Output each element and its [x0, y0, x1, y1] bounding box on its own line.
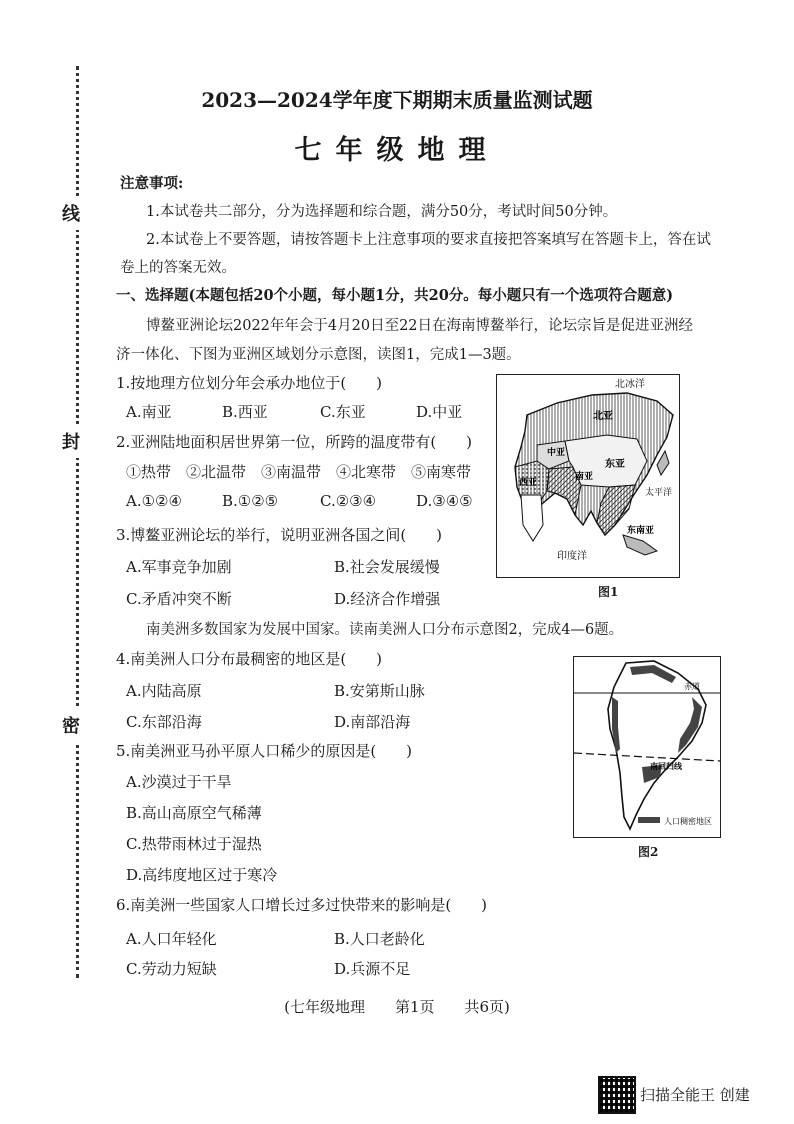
qr-code-icon	[598, 1076, 636, 1114]
note-2a: 2.本试卷上不要答题，请按答题卡上注意事项的要求直接把答案填写在答题卡上，答在试	[146, 232, 711, 248]
label-west-asia: 西亚	[519, 478, 538, 488]
exam-title: 2023—2024学年度下期期末质量监测试题	[201, 88, 593, 112]
label-tropic: 南回归线	[650, 762, 682, 771]
intro-1b: 济一体化、下图为亚洲区域划分示意图，读图1，完成1—3题。	[116, 347, 521, 363]
label-north-asia: 北亚	[593, 411, 613, 422]
q1-option-c: C.东亚	[320, 403, 366, 421]
note-2b: 卷上的答案无效。	[120, 260, 236, 276]
q1-option-b: B.西亚	[222, 403, 268, 421]
notes-title: 注意事项:	[120, 175, 184, 192]
q4-option-d: D.南部沿海	[334, 713, 411, 731]
label-east-asia: 东亚	[605, 459, 625, 470]
figure-1-asia-map	[496, 374, 680, 578]
legend-swatch	[638, 817, 660, 823]
binding-char-secret: 密	[62, 708, 80, 742]
q6-option-a: A.人口年轻化	[126, 930, 217, 948]
q2-option-b: B.①②⑤	[222, 492, 279, 510]
q2-option-a: A.①②④	[126, 492, 182, 510]
arabian-peninsula	[521, 495, 543, 541]
q1-option-a: A.南亚	[126, 403, 172, 421]
page-footer: (七年级地理 第1页 共6页)	[284, 998, 510, 1016]
intro-2: 南美洲多数国家为发展中国家。读南美洲人口分布示意图2，完成4—6题。	[146, 622, 624, 638]
q2-option-d: D.③④⑤	[416, 492, 473, 510]
question-1: 1.按地理方位划分年会承办地位于( )	[116, 374, 383, 392]
q2-items: ①热带 ②北温带 ③南温带 ④北寒带 ⑤南寒带	[126, 463, 472, 481]
q4-option-b: B.安第斯山脉	[334, 682, 425, 700]
asia-map-drawing	[497, 375, 679, 577]
q4-option-c: C.东部沿海	[126, 713, 202, 731]
subject-title: 七年级地理	[294, 135, 500, 166]
binding-char-line: 线	[62, 196, 80, 230]
q3-option-a: A.军事竞争加剧	[126, 558, 232, 576]
figure-1-caption: 图1	[598, 585, 619, 599]
binding-char-seal: 封	[62, 424, 80, 458]
q3-option-b: B.社会发展缓慢	[334, 558, 440, 576]
q3-option-c: C.矛盾冲突不断	[126, 590, 232, 608]
south-america-map-drawing	[574, 657, 720, 837]
q6-option-c: C.劳动力短缺	[126, 960, 217, 978]
q5-option-c: C.热带雨林过于湿热	[126, 835, 262, 853]
section-heading: 一、选择题(本题包括20个小题，每小题1分，共20分。每小题只有一个选项符合题意)	[116, 287, 674, 304]
q6-option-b: B.人口老龄化	[334, 930, 425, 948]
q4-option-a: A.内陆高原	[126, 682, 202, 700]
label-equator: 赤道	[684, 682, 700, 691]
label-pacific: 太平洋	[645, 488, 673, 498]
note-1: 1.本试卷共二部分，分为选择题和综合题，满分50分，考试时间50分钟。	[146, 204, 618, 220]
q5-option-b: B.高山高原空气稀薄	[126, 804, 262, 822]
question-6: 6.南美洲一些国家人口增长过多过快带来的影响是( )	[116, 896, 488, 914]
label-southeast-asia: 东南亚	[627, 526, 655, 536]
question-2: 2.亚洲陆地面积居世界第一位，所跨的温度带有( )	[116, 433, 473, 451]
q1-option-d: D.中亚	[416, 403, 463, 421]
q6-option-d: D.兵源不足	[334, 960, 411, 978]
intro-1a: 博鳌亚洲论坛2022年年会于4月20日至22日在海南博鳌举行，论坛宗旨是促进亚洲经	[146, 318, 694, 334]
label-arctic: 北冰洋	[615, 379, 645, 390]
scanner-watermark: 扫描全能王 创建	[640, 1086, 750, 1104]
q3-option-d: D.经济合作增强	[334, 590, 441, 608]
legend-label: 人口稠密地区	[664, 817, 712, 826]
q2-option-c: C.②③④	[320, 492, 377, 510]
question-4: 4.南美洲人口分布最稠密的地区是( )	[116, 650, 383, 668]
q5-option-a: A.沙漠过于干旱	[126, 773, 232, 791]
label-south-asia: 南亚	[575, 472, 594, 482]
label-central-asia: 中亚	[547, 448, 566, 458]
figure-2-caption: 图2	[638, 845, 659, 859]
q5-option-d: D.高纬度地区过于寒冷	[126, 866, 278, 884]
figure-2-south-america-map	[573, 656, 721, 838]
label-indian-ocean: 印度洋	[557, 551, 587, 562]
question-3: 3.博鳌亚洲论坛的举行，说明亚洲各国之间( )	[116, 526, 443, 544]
question-5: 5.南美洲亚马孙平原人口稀少的原因是( )	[116, 742, 413, 760]
